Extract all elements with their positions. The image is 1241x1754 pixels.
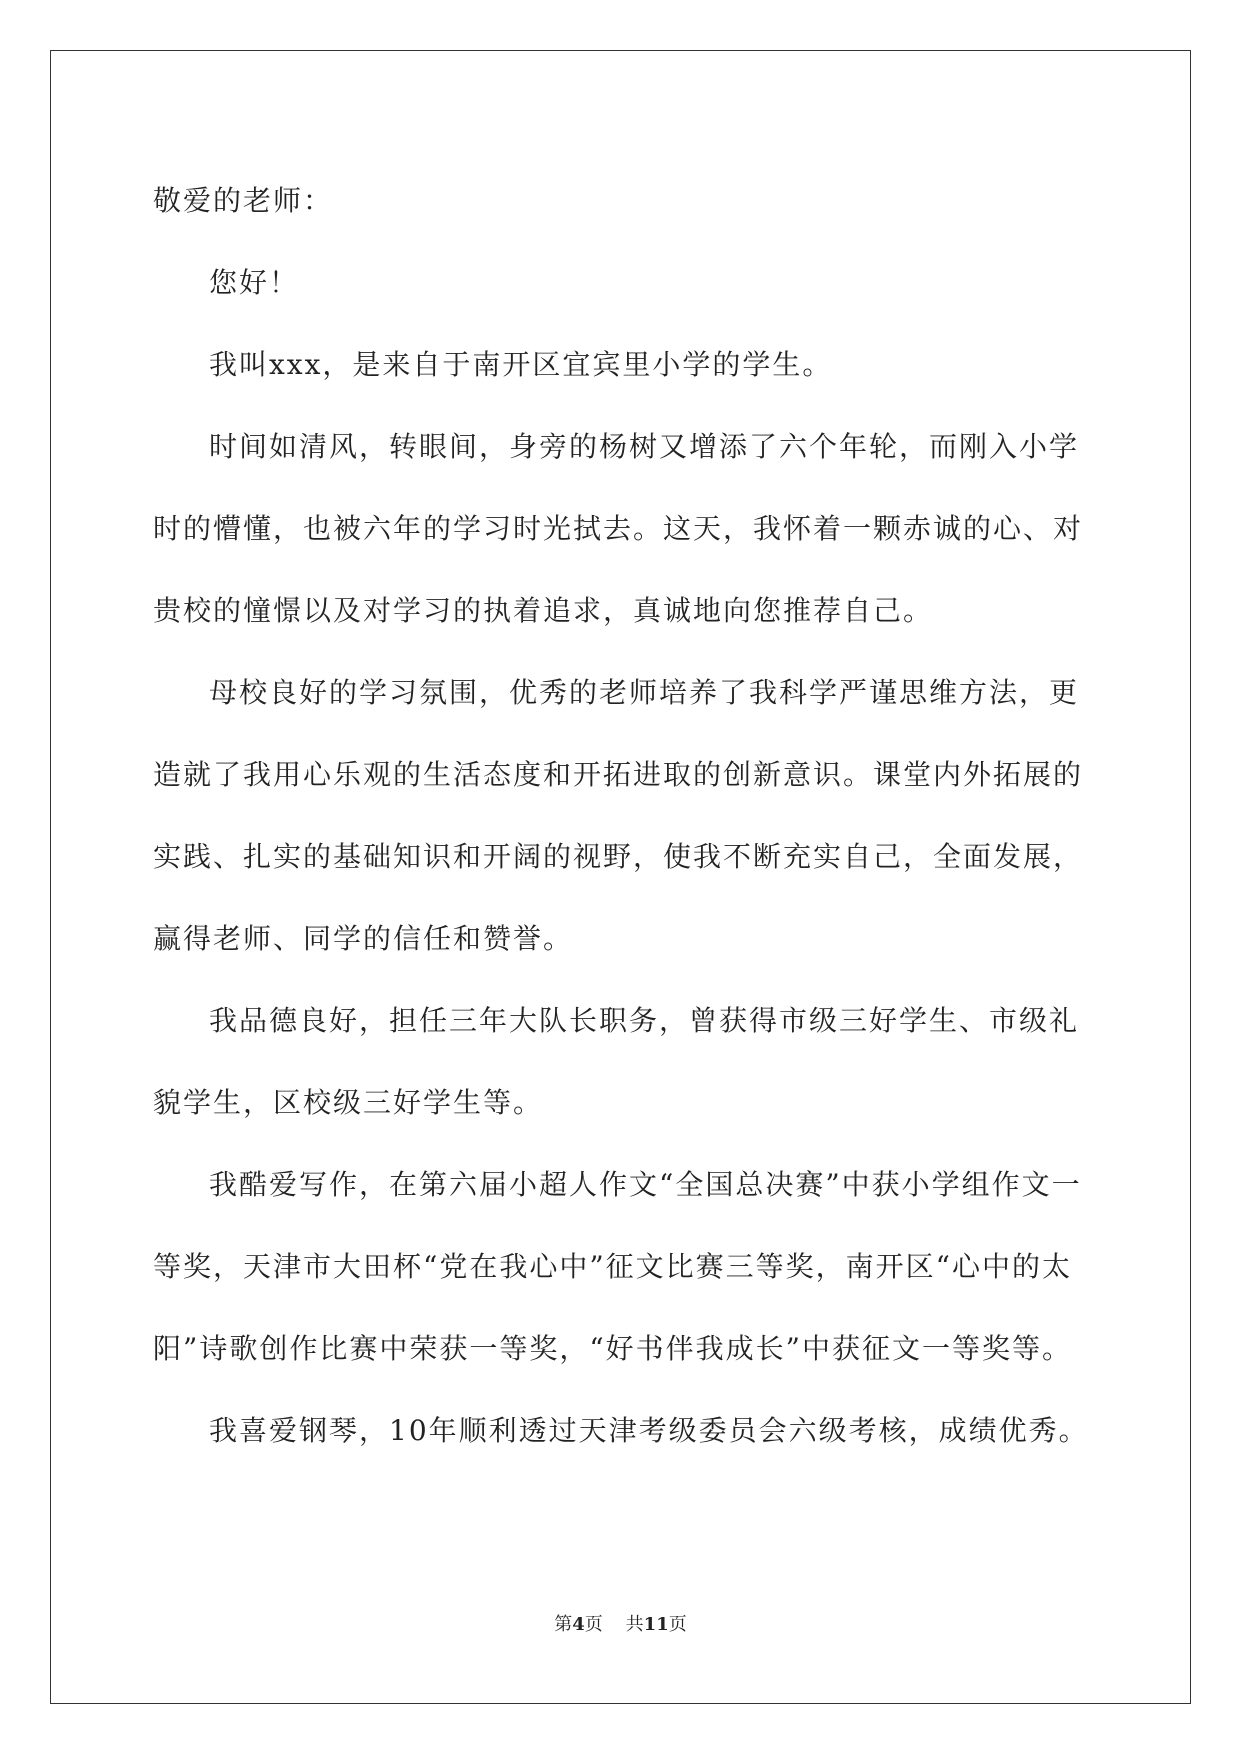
paragraph-school: 母校良好的学习氛围，优秀的老师培养了我科学严谨思维方法，更造就了我用心乐观的生活态度和开拓进取的创新意识。课堂内外拓展的实践、扎实的基础知识和开阔的视野，使我不断充实自己，全面发展，赢得老师、同学的信任和赞誉。 [153,676,1084,955]
footer-page-suffix: 页 [584,1614,603,1635]
footer-page-number: 4 [572,1614,585,1635]
footer-total-suffix: 页 [668,1614,687,1635]
paragraph-piano: 我喜爱钢琴，10年顺利透过天津考级委员会六级考核，成绩优秀。 [209,1414,1089,1447]
footer-total-prefix: 共 [625,1614,644,1635]
page-footer [0,1610,1241,1636]
letter-body [153,160,1108,1472]
salutation: 敬爱的老师： [153,184,334,217]
footer-total-pages: 11 [643,1614,669,1635]
paragraph-time: 时间如清风，转眼间，身旁的杨树又增添了六个年轮，而刚入小学时的懵懂，也被六年的学习时光拭去。这天，我怀着一颗赤诚的心、对贵校的憧憬以及对学习的执着追求，真诚地向您推荐自己。 [153,430,1084,627]
footer-prefix: 第 [554,1614,573,1635]
paragraph-character: 我品德良好，担任三年大队长职务，曾获得市级三好学生、市级礼貌学生，区校级三好学生等。 [153,1004,1080,1119]
paragraph-writing: 我酷爱写作，在第六届小超人作文“全国总决赛”中获小学组作文一等奖，天津市大田杯“党在我心中”征文比赛三等奖，南开区“心中的太阳”诗歌创作比赛中荣获一等奖，“好书伴我成长”中获征文一等奖等。 [153,1168,1082,1365]
paragraph-intro: 我叫xxx，是来自于南开区宜宾里小学的学生。 [209,348,833,381]
paragraph-greeting: 您好！ [209,266,300,299]
